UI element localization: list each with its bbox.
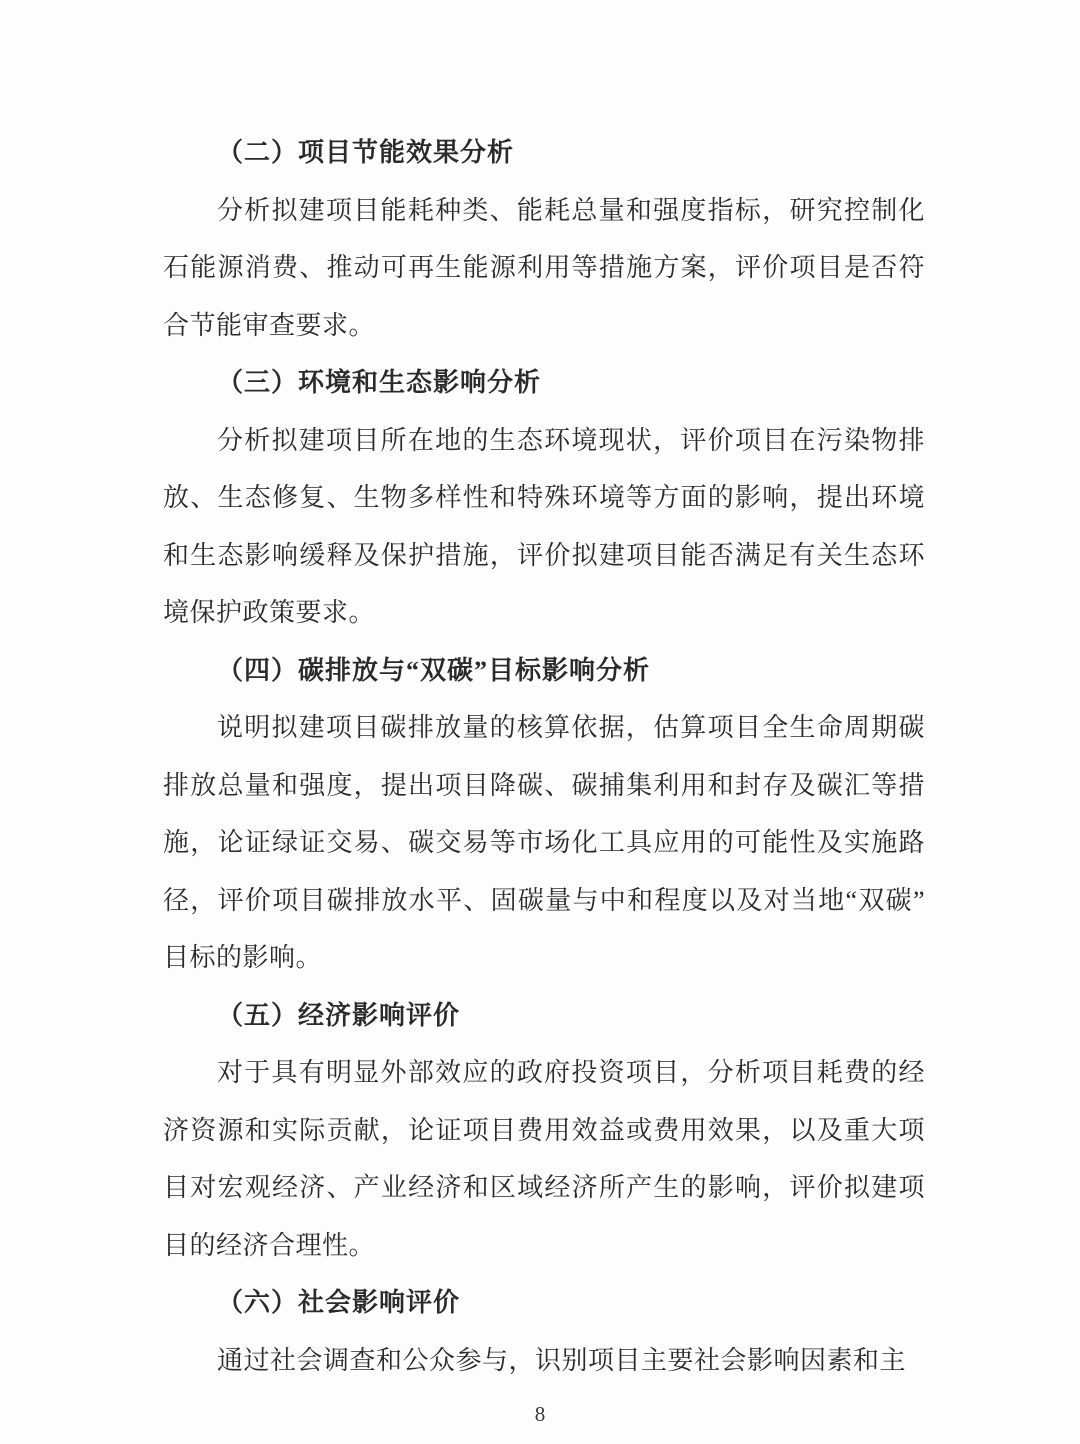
section-paragraph: 说明拟建项目碳排放量的核算依据，估算项目全生命周期碳排放总量和强度，提出项目降碳、碳捕集利用和封存及碳汇等措施，论证绿证交易、碳交易等市场化工具应用的可能性及实施路径，评价项目碳排放水平、固碳量与中和程度以及对当地“双碳”目标的影响。 <box>163 713 925 972</box>
section-paragraph: 分析拟建项目所在地的生态环境现状，评价项目在污染物排放、生态修复、生物多样性和特殊环境等方面的影响，提出环境和生态影响缓释及保护措施，评价拟建项目能否满足有关生态环境保护政策要求。 <box>163 425 925 627</box>
section-social-impact <box>163 1274 925 1389</box>
section-heading: （六）社会影响评价 <box>217 1288 461 1317</box>
page-number: 8 <box>534 1402 546 1426</box>
section-economic-impact <box>163 987 925 1275</box>
section-paragraph: 分析拟建项目能耗种类、能耗总量和强度指标，研究控制化石能源消费、推动可再生能源利用等措施方案，评价项目是否符合节能审查要求。 <box>163 195 925 340</box>
page-footer <box>0 1402 1080 1427</box>
section-heading: （三）环境和生态影响分析 <box>217 368 542 397</box>
section-paragraph: 对于具有明显外部效应的政府投资项目，分析项目耗费的经济资源和实际贡献，论证项目费用效益或费用效果，以及重大项目对宏观经济、产业经济和区域经济所产生的影响，评价拟建项目的经济合理性。 <box>163 1058 925 1260</box>
section-heading: （四）碳排放与“双碳”目标影响分析 <box>217 655 651 685</box>
section-paragraph: 通过社会调查和公众参与，识别项目主要社会影响因素和主 <box>217 1345 907 1375</box>
section-heading: （二）项目节能效果分析 <box>217 138 515 167</box>
section-carbon-emission <box>163 642 925 987</box>
section-environment-ecology <box>163 354 925 642</box>
section-heading: （五）经济影响评价 <box>217 1000 461 1030</box>
section-energy-saving <box>163 124 925 354</box>
